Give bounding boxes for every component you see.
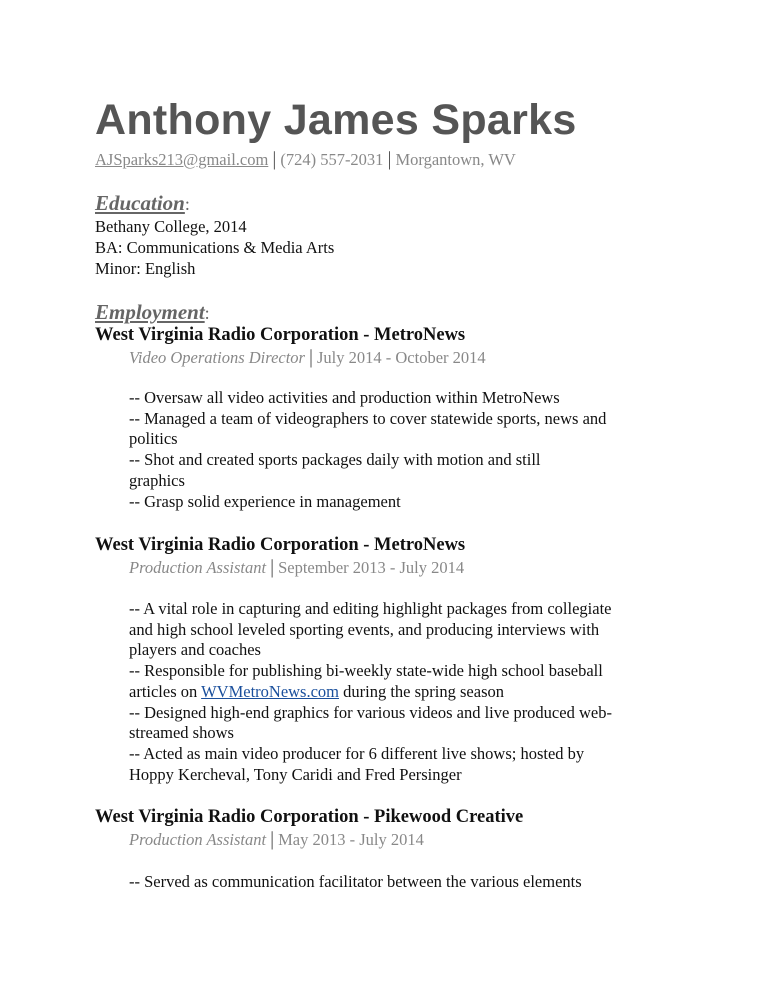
resume-name: Anthony James Sparks bbox=[95, 96, 577, 144]
separator: | bbox=[387, 148, 392, 170]
job-role bbox=[129, 346, 486, 369]
job-employer: West Virginia Radio Corporation - MetroNews bbox=[95, 535, 466, 555]
job-role bbox=[129, 556, 464, 579]
email-link[interactable]: AJSparks213@gmail.com bbox=[95, 150, 269, 169]
job-dates: September 2013 - July 2014 bbox=[278, 558, 465, 577]
education-details bbox=[95, 216, 334, 279]
duty-line: -- Oversaw all video activities and production within MetroNews bbox=[129, 388, 560, 407]
education-heading bbox=[95, 191, 190, 216]
education-heading-text: Education bbox=[95, 191, 185, 215]
education-degree: BA: Communications & Media Arts bbox=[95, 238, 335, 257]
duty-line: -- Served as communication facilitator between the various elements bbox=[129, 872, 582, 891]
duty-line-with-link bbox=[129, 682, 689, 703]
job-duties bbox=[129, 388, 689, 512]
duty-line: streamed shows bbox=[129, 723, 234, 743]
duty-line: -- Responsible for publishing bi-weekly state-wide high school baseball bbox=[129, 661, 603, 681]
contact-line bbox=[95, 148, 516, 171]
duty-line: and high school leveled sporting events, and producing interviews with bbox=[129, 619, 600, 639]
separator: | bbox=[270, 828, 275, 850]
job-employer: West Virginia Radio Corporation - MetroNews bbox=[95, 325, 466, 345]
job-employer: West Virginia Radio Corporation - Pikewood Creative bbox=[95, 807, 524, 827]
duty-line: -- Managed a team of videographers to cover statewide sports, news and bbox=[129, 408, 607, 428]
job-title: Production Assistant bbox=[129, 830, 267, 849]
separator: | bbox=[272, 148, 277, 170]
phone-number: (724) 557-2031 bbox=[280, 150, 384, 169]
duty-text: during the spring season bbox=[343, 681, 504, 701]
job-dates: May 2013 - July 2014 bbox=[278, 830, 424, 849]
duty-line: -- A vital role in capturing and editing highlight packages from collegiate bbox=[129, 599, 612, 618]
location: Morgantown, WV bbox=[395, 150, 516, 169]
education-heading-colon: : bbox=[184, 194, 190, 214]
duty-text: articles on bbox=[129, 681, 198, 701]
education-school: Bethany College, 2014 bbox=[95, 217, 247, 236]
employment-heading-colon: : bbox=[204, 303, 210, 323]
employment-heading bbox=[95, 300, 210, 325]
duty-line: Hoppy Kercheval, Tony Caridi and Fred Persinger bbox=[129, 764, 462, 784]
duty-line: -- Acted as main video producer for 6 different live shows; hosted by bbox=[129, 743, 585, 763]
duty-line: -- Shot and created sports packages daily with motion and still bbox=[129, 450, 541, 470]
job-duties bbox=[129, 599, 689, 785]
job-title: Production Assistant bbox=[129, 558, 267, 577]
job-role bbox=[129, 828, 424, 851]
separator: | bbox=[308, 346, 313, 368]
duty-line: -- Grasp solid experience in management bbox=[129, 491, 401, 511]
separator: | bbox=[270, 556, 275, 578]
duty-line: politics bbox=[129, 429, 178, 449]
employment-heading-text: Employment bbox=[95, 300, 205, 324]
duty-line: -- Designed high-end graphics for various videos and live produced web- bbox=[129, 702, 612, 722]
wvmetronews-link[interactable]: WVMetroNews.com bbox=[201, 681, 340, 701]
duty-line: graphics bbox=[129, 470, 185, 490]
education-minor: Minor: English bbox=[95, 259, 196, 278]
job-duties bbox=[129, 872, 689, 893]
job-title: Video Operations Director bbox=[129, 348, 305, 367]
duty-line: players and coaches bbox=[129, 640, 261, 660]
job-dates: July 2014 - October 2014 bbox=[317, 348, 486, 367]
